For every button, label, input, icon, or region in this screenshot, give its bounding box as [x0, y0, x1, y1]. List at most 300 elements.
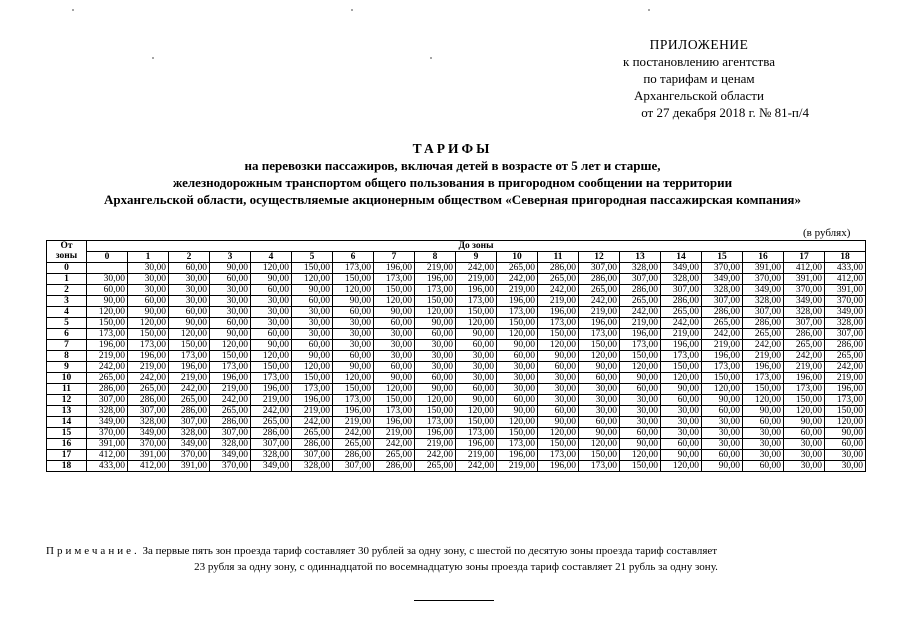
tariff-cell: 173,00	[538, 318, 579, 329]
tariff-cell: 30,00	[497, 384, 538, 395]
tariff-cell: 328,00	[661, 274, 702, 285]
column-header: 4	[251, 252, 292, 263]
tariff-cell: 286,00	[825, 340, 866, 351]
tariff-cell: 90,00	[620, 373, 661, 384]
tariff-cell: 265,00	[497, 263, 538, 274]
column-header: 0	[87, 252, 128, 263]
tariff-cell: 30,00	[784, 439, 825, 450]
tariff-cell: 265,00	[579, 285, 620, 296]
tariff-cell: 150,00	[169, 340, 210, 351]
appendix-line: Архангельской области	[634, 88, 764, 103]
tariff-cell: 196,00	[415, 428, 456, 439]
tariff-cell: 150,00	[538, 329, 579, 340]
tariff-cell: 286,00	[579, 274, 620, 285]
column-header: 13	[620, 252, 661, 263]
tariff-cell: 307,00	[743, 307, 784, 318]
table-row	[47, 296, 866, 307]
row-zone: 6	[47, 329, 87, 340]
tariff-cell: 150,00	[661, 362, 702, 373]
tariff-cell: 219,00	[128, 362, 169, 373]
tariff-cell: 30,00	[538, 395, 579, 406]
tariff-cell: 120,00	[415, 307, 456, 318]
heading-line: на перевозки пассажиров, включая детей в возрасте от 5 лет и старше,	[244, 158, 661, 173]
tariff-cell: 60,00	[620, 428, 661, 439]
tariff-cell: 120,00	[292, 362, 333, 373]
tariff-cell: 60,00	[743, 417, 784, 428]
tariff-cell: 150,00	[374, 285, 415, 296]
scan-speck	[72, 9, 74, 11]
tariff-cell: 60,00	[415, 329, 456, 340]
tariff-cell: 196,00	[169, 362, 210, 373]
tariff-cell: 150,00	[497, 318, 538, 329]
tariff-cell: 219,00	[620, 318, 661, 329]
tariff-cell: 173,00	[128, 340, 169, 351]
tariff-cell: 286,00	[169, 406, 210, 417]
tariff-cell: 90,00	[292, 351, 333, 362]
tariff-cell: 242,00	[497, 274, 538, 285]
tariff-cell: 30,00	[251, 296, 292, 307]
tariff-cell: 286,00	[292, 439, 333, 450]
tariff-cell: 30,00	[661, 406, 702, 417]
tariff-cell: 242,00	[825, 362, 866, 373]
tariff-cell: 412,00	[128, 461, 169, 472]
tariff-cell: 150,00	[784, 395, 825, 406]
tariff-cell: 90,00	[210, 329, 251, 340]
column-header: 8	[415, 252, 456, 263]
tariff-cell: 60,00	[620, 384, 661, 395]
tariff-cell: 90,00	[702, 395, 743, 406]
tariff-cell: 307,00	[333, 461, 374, 472]
tariff-cell: 328,00	[784, 307, 825, 318]
tariff-cell: 120,00	[456, 406, 497, 417]
tariff-cell: 60,00	[579, 373, 620, 384]
tariff-cell: 265,00	[620, 296, 661, 307]
appendix-line: по тарифам и ценам	[643, 71, 755, 86]
column-header: 3	[210, 252, 251, 263]
tariff-cell: 150,00	[333, 384, 374, 395]
tariff-cell: 60,00	[210, 318, 251, 329]
tariff-cell: 30,00	[333, 329, 374, 340]
row-zone: 5	[47, 318, 87, 329]
tariff-cell: 60,00	[702, 406, 743, 417]
tariff-cell: 60,00	[251, 285, 292, 296]
tariff-cell: 391,00	[825, 285, 866, 296]
tariff-cell: 370,00	[702, 263, 743, 274]
tariff-cell: 370,00	[743, 274, 784, 285]
tariff-cell: 173,00	[579, 329, 620, 340]
tariff-cell: 391,00	[784, 274, 825, 285]
column-header: 18	[825, 252, 866, 263]
table-row	[47, 406, 866, 417]
column-header: 14	[661, 252, 702, 263]
appendix-line: к постановлению агентства	[623, 54, 775, 69]
tariff-cell: 265,00	[538, 274, 579, 285]
tariff-cell: 173,00	[415, 285, 456, 296]
tariff-cell: 30,00	[210, 285, 251, 296]
tariff-cell: 242,00	[661, 318, 702, 329]
tariff-cell: 196,00	[538, 307, 579, 318]
tariff-cell: 196,00	[333, 406, 374, 417]
tariff-cell: 173,00	[784, 384, 825, 395]
tariff-cell: 286,00	[538, 263, 579, 274]
column-header: 5	[292, 252, 333, 263]
tariff-cell: 150,00	[210, 351, 251, 362]
tariff-cell: 90,00	[825, 428, 866, 439]
tariff-cell: 60,00	[128, 296, 169, 307]
tariff-cell: 196,00	[784, 373, 825, 384]
tariff-cell: 196,00	[210, 373, 251, 384]
tariff-cell: 150,00	[292, 263, 333, 274]
tariff-cell: 30,00	[661, 428, 702, 439]
tariff-cell: 286,00	[87, 384, 128, 395]
tariff-cell: 120,00	[169, 329, 210, 340]
tariff-cell: 307,00	[620, 274, 661, 285]
tariff-cell: 150,00	[579, 450, 620, 461]
tariff-cell: 242,00	[620, 307, 661, 318]
tariff-cell: 391,00	[743, 263, 784, 274]
tariff-cell: 391,00	[128, 450, 169, 461]
corner-label: От	[60, 241, 73, 251]
tariff-cell: 150,00	[456, 307, 497, 318]
tariff-cell: 60,00	[538, 406, 579, 417]
tariff-cell: 265,00	[374, 450, 415, 461]
tariff-cell: 60,00	[784, 428, 825, 439]
tariff-cell: 173,00	[333, 263, 374, 274]
table-row	[47, 439, 866, 450]
tariff-cell: 370,00	[87, 428, 128, 439]
table-row	[47, 450, 866, 461]
tariff-cell: 219,00	[251, 395, 292, 406]
tariff-cell: 120,00	[374, 384, 415, 395]
tariff-cell: 412,00	[825, 274, 866, 285]
tariff-cell: 286,00	[661, 296, 702, 307]
tariff-cell: 60,00	[497, 351, 538, 362]
row-zone: 1	[47, 274, 87, 285]
tariff-cell: 150,00	[333, 274, 374, 285]
tariff-cell: 30,00	[251, 318, 292, 329]
tariff-cell: 265,00	[210, 406, 251, 417]
column-header: 10	[497, 252, 538, 263]
tariff-cell: 30,00	[128, 263, 169, 274]
tariff-cell: 349,00	[251, 461, 292, 472]
tariff-cell: 307,00	[169, 417, 210, 428]
tariff-cell: 30,00	[456, 373, 497, 384]
tariff-cell: 30,00	[169, 285, 210, 296]
tariff-cell: 242,00	[169, 384, 210, 395]
tariff-cell: 90,00	[251, 340, 292, 351]
tariff-cell: 60,00	[87, 285, 128, 296]
tariff-cell: 120,00	[538, 428, 579, 439]
tariff-cell: 60,00	[538, 362, 579, 373]
tariff-cell: 30,00	[497, 373, 538, 384]
tariff-cell: 90,00	[784, 417, 825, 428]
tariff-cell: 90,00	[702, 461, 743, 472]
tariff-cell: 196,00	[456, 285, 497, 296]
tariff-cell: 120,00	[210, 340, 251, 351]
row-zone: 7	[47, 340, 87, 351]
tariff-cell: 120,00	[579, 351, 620, 362]
table-row	[47, 307, 866, 318]
column-header: 12	[579, 252, 620, 263]
row-zone: 14	[47, 417, 87, 428]
tariff-cell: 150,00	[87, 318, 128, 329]
column-header: 15	[702, 252, 743, 263]
tariff-cell: 90,00	[579, 362, 620, 373]
tariff-cell: 120,00	[538, 340, 579, 351]
tariff-cell: 150,00	[620, 461, 661, 472]
scan-speck	[152, 57, 154, 59]
tariff-cell: 242,00	[292, 417, 333, 428]
tariff-cell: 90,00	[456, 395, 497, 406]
tariff-cell: 307,00	[702, 296, 743, 307]
tariff-cell: 90,00	[415, 384, 456, 395]
tariff-cell: 286,00	[210, 417, 251, 428]
tariff-cell: 286,00	[702, 307, 743, 318]
tariff-cell: 90,00	[538, 351, 579, 362]
to-zone-header: До зоны	[87, 241, 866, 252]
tariff-cell: 60,00	[169, 307, 210, 318]
tariff-cell: 265,00	[251, 417, 292, 428]
tariff-cell: 196,00	[579, 318, 620, 329]
tariff-cell: 30,00	[702, 439, 743, 450]
table-row	[47, 461, 866, 472]
row-zone: 3	[47, 296, 87, 307]
tariff-cell: 30,00	[743, 450, 784, 461]
tariff-cell: 30,00	[374, 351, 415, 362]
tariff-cell: 30,00	[497, 362, 538, 373]
tariff-cell: 328,00	[292, 461, 333, 472]
heading-line: железнодорожным транспортом общего пользования в пригородном сообщении на территории	[172, 175, 733, 190]
column-header: 17	[784, 252, 825, 263]
tariff-cell: 328,00	[169, 428, 210, 439]
note-block	[46, 543, 866, 575]
tariff-cell: 307,00	[825, 329, 866, 340]
tariff-cell: 370,00	[169, 450, 210, 461]
table-row	[47, 362, 866, 373]
tariff-cell: 196,00	[497, 450, 538, 461]
tariff-cell: 30,00	[702, 417, 743, 428]
row-zone: 18	[47, 461, 87, 472]
tariff-cell: 60,00	[743, 461, 784, 472]
tariff-cell: 120,00	[579, 439, 620, 450]
tariff-cell: 307,00	[210, 428, 251, 439]
tariff-cell: 120,00	[333, 285, 374, 296]
tariff-cell: 328,00	[87, 406, 128, 417]
tariff-cell: 219,00	[661, 329, 702, 340]
tariff-cell: 150,00	[128, 329, 169, 340]
tariff-cell: 60,00	[292, 340, 333, 351]
tariff-cell: 120,00	[743, 395, 784, 406]
tariff-cell: 219,00	[415, 263, 456, 274]
note-text: 23 рубля за одну зону, с одиннадцатой по восемнадцатую зоны проезда тариф составляет 21 рубль за одну зону.	[194, 561, 718, 573]
row-zone: 2	[47, 285, 87, 296]
row-zone: 16	[47, 439, 87, 450]
document-heading	[0, 140, 905, 208]
table-row	[47, 351, 866, 362]
tariff-cell: 370,00	[128, 439, 169, 450]
tariff-cell: 150,00	[579, 340, 620, 351]
tariff-cell: 90,00	[251, 274, 292, 285]
tariff-cell: 328,00	[743, 296, 784, 307]
table-row	[47, 395, 866, 406]
tariff-cell: 219,00	[169, 373, 210, 384]
tariff-cell: 370,00	[784, 285, 825, 296]
tariff-cell: 90,00	[538, 417, 579, 428]
corner-label: зоны	[55, 251, 78, 261]
tariff-cell: 30,00	[784, 450, 825, 461]
tariff-cell: 370,00	[210, 461, 251, 472]
tariff-cell: 120,00	[497, 417, 538, 428]
tariff-cell: 120,00	[661, 373, 702, 384]
tariff-cell: 196,00	[374, 417, 415, 428]
tariff-cell: 286,00	[743, 318, 784, 329]
tariff-cell: 173,00	[292, 384, 333, 395]
tariff-cell: 328,00	[251, 450, 292, 461]
tariff-cell: 30,00	[169, 296, 210, 307]
tariff-cell: 90,00	[497, 406, 538, 417]
tariff-cell: 60,00	[292, 296, 333, 307]
row-zone: 10	[47, 373, 87, 384]
tariff-cell: 173,00	[87, 329, 128, 340]
heading-title: ТАРИФЫ	[412, 141, 493, 156]
tariff-cell: 60,00	[661, 439, 702, 450]
tariff-cell: 307,00	[128, 406, 169, 417]
tariff-cell: 219,00	[456, 274, 497, 285]
tariff-cell: 30,00	[128, 285, 169, 296]
tariff-cell: 120,00	[374, 296, 415, 307]
table-row	[47, 373, 866, 384]
tariff-cell: 30,00	[456, 351, 497, 362]
tariff-cell: 349,00	[661, 263, 702, 274]
tariff-cell: 30,00	[374, 340, 415, 351]
tariff-table	[46, 240, 866, 472]
tariff-cell: 90,00	[743, 406, 784, 417]
tariff-cell: 30,00	[292, 307, 333, 318]
tariff-cell: 173,00	[825, 395, 866, 406]
tariff-cell: 196,00	[374, 263, 415, 274]
tariff-cell: 196,00	[456, 439, 497, 450]
tariff-cell: 328,00	[128, 417, 169, 428]
tariff-cell: 219,00	[743, 351, 784, 362]
tariff-cell: 30,00	[128, 274, 169, 285]
tariff-cell: 120,00	[497, 329, 538, 340]
row-zone: 0	[47, 263, 87, 274]
tariff-cell: 196,00	[292, 395, 333, 406]
tariff-cell: 219,00	[784, 362, 825, 373]
tariff-cell: 30,00	[415, 340, 456, 351]
tariff-cell: 173,00	[661, 351, 702, 362]
tariff-cell: 60,00	[415, 373, 456, 384]
tariff-cell: 265,00	[169, 395, 210, 406]
tariff-cell: 120,00	[415, 395, 456, 406]
tariff-cell: 150,00	[825, 406, 866, 417]
tariff-cell: 90,00	[169, 318, 210, 329]
row-zone: 13	[47, 406, 87, 417]
heading-line: Архангельской области, осуществляемые акционерным обществом «Северная пригородная пассажирская компания»	[104, 192, 801, 207]
tariff-cell: 30,00	[743, 439, 784, 450]
tariff-cell: 349,00	[210, 450, 251, 461]
table-row	[47, 417, 866, 428]
tariff-cell: 60,00	[661, 395, 702, 406]
tariff-cell: 242,00	[210, 395, 251, 406]
tariff-cell: 242,00	[456, 263, 497, 274]
tariff-cell: 120,00	[251, 351, 292, 362]
tariff-cell: 265,00	[333, 439, 374, 450]
tariff-cell: 60,00	[456, 340, 497, 351]
tariff-cell: 349,00	[825, 307, 866, 318]
tariff-cell: 412,00	[87, 450, 128, 461]
tariff-cell: 30,00	[333, 318, 374, 329]
tariff-cell: 90,00	[456, 329, 497, 340]
tariff-cell: 30,00	[538, 384, 579, 395]
tariff-cell: 60,00	[579, 417, 620, 428]
tariff-cell: 90,00	[292, 285, 333, 296]
tariff-cell: 150,00	[374, 395, 415, 406]
table-row	[47, 428, 866, 439]
tariff-table-wrap	[46, 240, 866, 472]
tariff-cell: 30,00	[87, 274, 128, 285]
tariff-cell: 196,00	[661, 340, 702, 351]
tariff-cell: 173,00	[333, 395, 374, 406]
tariff-cell: 242,00	[456, 461, 497, 472]
tariff-cell: 150,00	[292, 373, 333, 384]
tariff-cell: 30,00	[579, 406, 620, 417]
tariff-cell: 120,00	[620, 362, 661, 373]
tariff-cell: 30,00	[456, 362, 497, 373]
table-body	[47, 263, 866, 472]
tariff-cell: 173,00	[374, 406, 415, 417]
tariff-cell: 150,00	[456, 417, 497, 428]
table-row	[47, 274, 866, 285]
tariff-cell: 349,00	[87, 417, 128, 428]
tariff-cell: 30,00	[333, 340, 374, 351]
tariff-cell: 30,00	[415, 362, 456, 373]
tariff-cell: 30,00	[538, 373, 579, 384]
scan-speck	[648, 9, 650, 11]
unit-label: (в рублях)	[803, 227, 851, 239]
tariff-cell: 242,00	[128, 373, 169, 384]
tariff-cell: 150,00	[415, 406, 456, 417]
tariff-cell: 90,00	[620, 439, 661, 450]
tariff-cell: 173,00	[579, 461, 620, 472]
tariff-cell: 173,00	[497, 439, 538, 450]
tariff-cell: 219,00	[825, 373, 866, 384]
tariff-cell: 307,00	[292, 450, 333, 461]
appendix-title: ПРИЛОЖЕНИЕ	[649, 37, 749, 52]
tariff-cell: 349,00	[128, 428, 169, 439]
tariff-cell: 219,00	[210, 384, 251, 395]
tariff-cell: 173,00	[620, 340, 661, 351]
tariff-cell	[87, 263, 128, 274]
closing-rule	[414, 600, 494, 601]
tariff-cell: 60,00	[169, 263, 210, 274]
tariff-cell: 30,00	[210, 296, 251, 307]
tariff-cell: 196,00	[415, 274, 456, 285]
tariff-cell: 196,00	[251, 384, 292, 395]
tariff-cell: 265,00	[661, 307, 702, 318]
tariff-cell: 219,00	[374, 428, 415, 439]
scan-speck	[430, 57, 432, 59]
tariff-cell: 30,00	[784, 461, 825, 472]
tariff-cell: 90,00	[333, 296, 374, 307]
tariff-cell: 219,00	[538, 296, 579, 307]
tariff-cell: 242,00	[784, 351, 825, 362]
tariff-cell: 219,00	[456, 450, 497, 461]
table-row	[47, 285, 866, 296]
tariff-cell: 196,00	[620, 329, 661, 340]
tariff-cell: 391,00	[87, 439, 128, 450]
tariff-cell: 30,00	[620, 395, 661, 406]
